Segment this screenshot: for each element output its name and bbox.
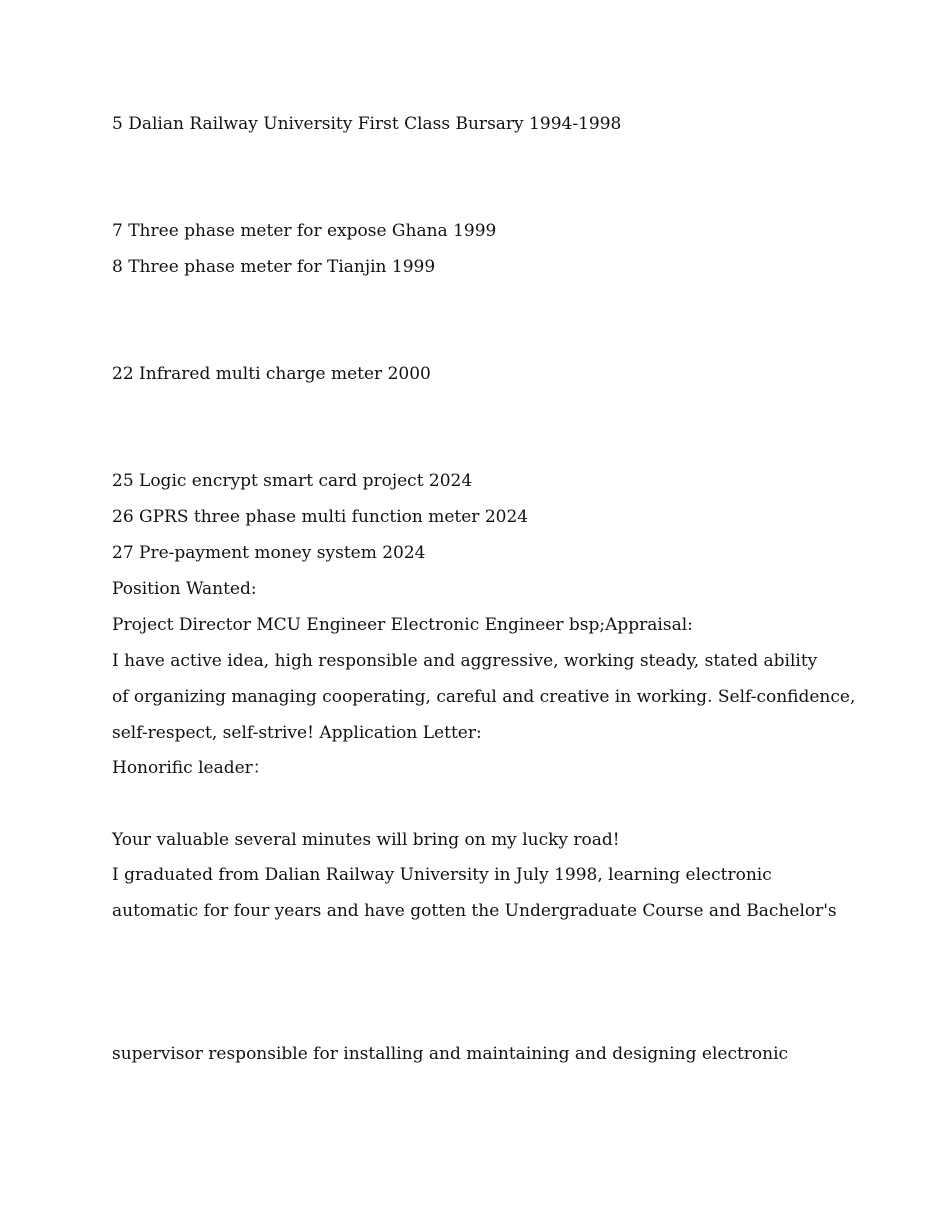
letter-line-3: automatic for four years and have gotten the Undergraduate Course and Bachelor's <box>112 901 837 921</box>
appraisal-line-3: self-respect, self-strive! Application Letter: <box>112 723 482 743</box>
appraisal-line-2: of organizing managing cooperating, careful and creative in working. Self-confidence, <box>112 687 856 707</box>
letter-line-4: supervisor responsible for installing and maintaining and designing electronic <box>112 1044 789 1064</box>
position-wanted-heading: Position Wanted: <box>112 579 257 599</box>
project-line-27: 27 Pre-payment money system 2024 <box>112 543 426 563</box>
project-line-26: 26 GPRS three phase multi function meter 2024 <box>112 507 529 527</box>
bursary-line: 5 Dalian Railway University First Class Bursary 1994-1998 <box>112 114 622 134</box>
positions-line: Project Director MCU Engineer Electronic Engineer bsp;Appraisal: <box>112 615 693 635</box>
salutation-line: Honorific leader： <box>112 758 270 778</box>
project-line-8: 8 Three phase meter for Tianjin 1999 <box>112 257 436 277</box>
project-line-25: 25 Logic encrypt smart card project 2024 <box>112 471 473 491</box>
project-line-7: 7 Three phase meter for expose Ghana 1999 <box>112 221 497 241</box>
letter-line-1: Your valuable several minutes will bring on my lucky road! <box>112 830 620 850</box>
project-line-22: 22 Infrared multi charge meter 2000 <box>112 364 431 384</box>
letter-line-2: I graduated from Dalian Railway University in July 1998, learning electronic <box>112 865 772 885</box>
appraisal-line-1: I have active idea, high responsible and aggressive, working steady, stated ability <box>112 651 818 671</box>
